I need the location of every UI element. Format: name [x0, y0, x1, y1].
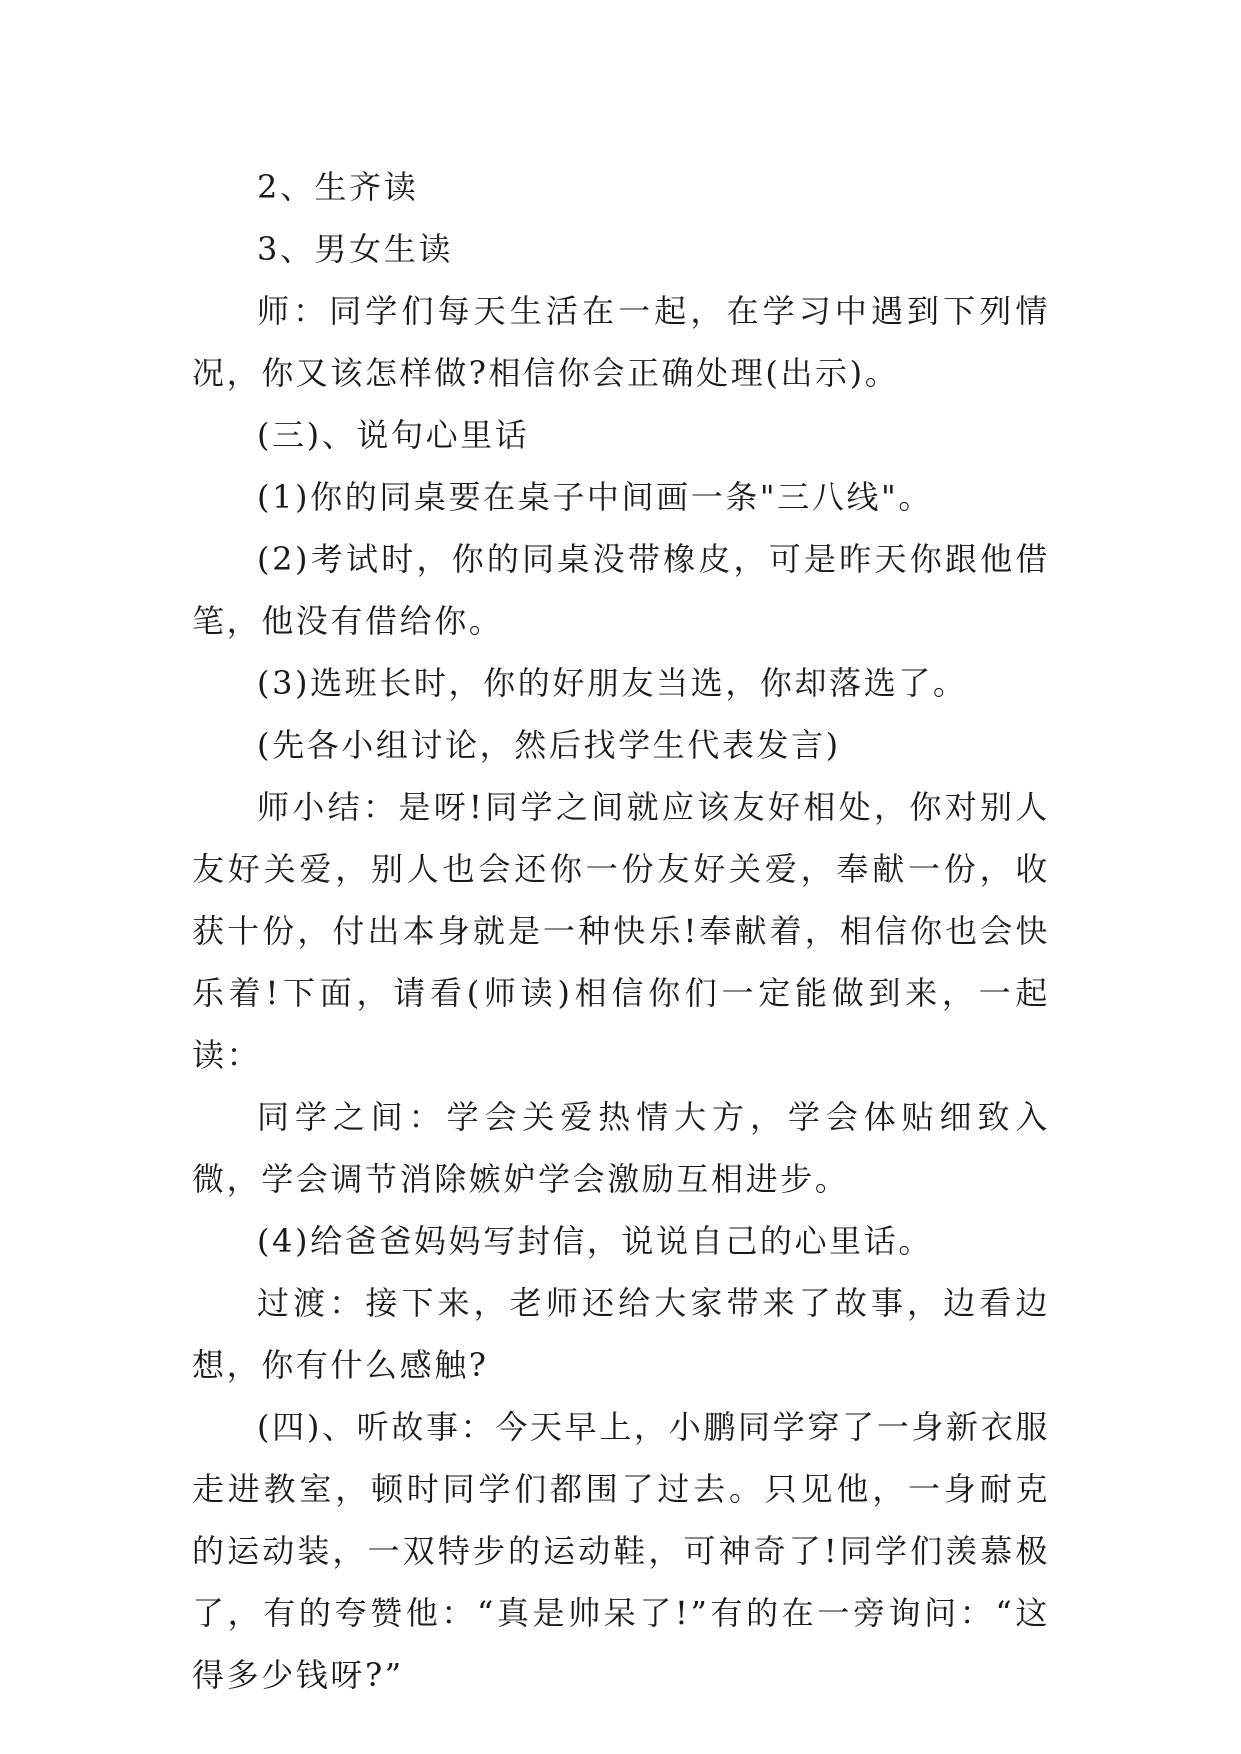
paragraph-story: (四)、听故事：今天早上，小鹏同学穿了一身新衣服走进教室，顿时同学们都围了过去。只见他，一身耐克的运动装，一双特步的运动鞋，可神奇了!同学们羡慕极了，有的夸赞他：“真是帅呆了!”有的在一旁询问：“这得多少钱呀?” [192, 1408, 1050, 1694]
paragraph-scenario-1: (1)你的同桌要在桌子中间画一条"三八线"。 [257, 478, 933, 516]
paragraph-reading-boys-girls: 3、男女生读 [257, 230, 453, 268]
paragraph-scenario-3: (3)选班长时，你的好朋友当选，你却落选了。 [257, 664, 968, 702]
paragraph-scenario-4: (4)给爸爸妈妈写封信，说说自己的心里话。 [257, 1222, 933, 1260]
paragraph-reading-all: 2、生齐读 [257, 168, 419, 206]
document-body [192, 156, 1050, 1706]
section-heading-heart-talk: (三)、说句心里话 [257, 416, 530, 454]
paragraph-transition: 过渡：接下来，老师还给大家带来了故事，边看边想，你有什么感触? [192, 1284, 1050, 1384]
paragraph-teacher-summary: 师小结：是呀!同学之间就应该友好相处，你对别人友好关爱，别人也会还你一份友好关爱，奉献一份，收获十份，付出本身就是一种快乐!奉献着，相信你也会快乐着!下面，请看(师读)相信你们一定能做到来，一起读： [192, 788, 1050, 1074]
paragraph-scenario-2: (2)考试时，你的同桌没带橡皮，可是昨天你跟他借笔，他没有借给你。 [192, 540, 1050, 640]
paragraph-classmates-motto: 同学之间：学会关爱热情大方，学会体贴细致入微，学会调节消除嫉妒学会激励互相进步。 [192, 1098, 1050, 1198]
paragraph-group-discussion: (先各小组讨论，然后找学生代表发言) [257, 726, 841, 764]
paragraph-teacher-prompt: 师：同学们每天生活在一起，在学习中遇到下列情况，你又该怎样做?相信你会正确处理(出示)。 [192, 292, 1050, 392]
